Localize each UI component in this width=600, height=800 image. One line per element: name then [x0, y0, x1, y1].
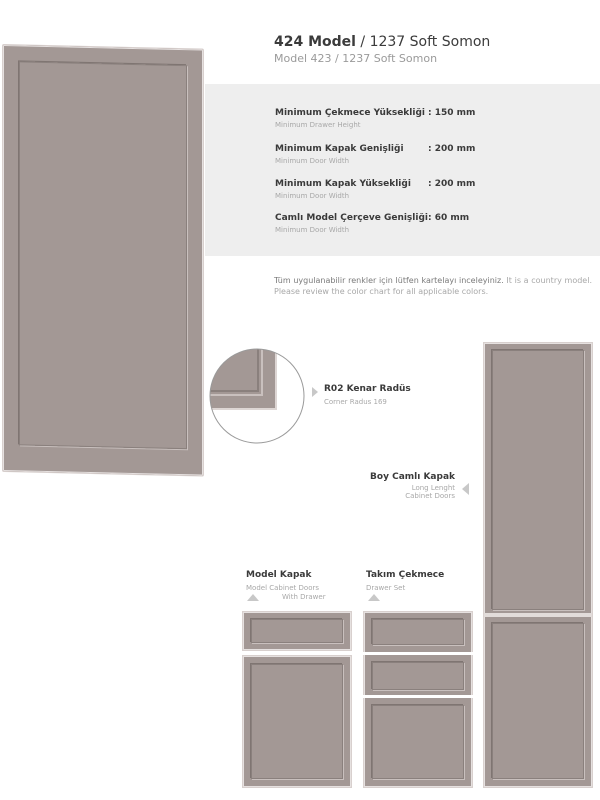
model-kapak-arrow-icon: [247, 594, 259, 601]
spec-value: : 60 mm: [428, 213, 470, 223]
cabinet-door-inset: [251, 664, 343, 779]
spec-label: Minimum Kapak Yüksekliği: [275, 179, 411, 189]
takim-cekmece-subtitle: Drawer Set: [366, 584, 406, 592]
model-cabinet-door: [242, 655, 352, 788]
drawer-front-inset: [251, 619, 343, 643]
spec-value: : 150 mm: [428, 108, 476, 118]
note-english: It is a country model. Please review the color chart for all applicable colors.: [274, 276, 592, 296]
color-chart-note: [274, 275, 592, 297]
spec-sublabel: Minimum Door Width: [275, 157, 350, 165]
tall-door-label: [370, 472, 455, 500]
spec-sublabel: Minimum Drawer Height: [275, 121, 361, 129]
page-subtitle: Model 423 / 1237 Soft Somon: [274, 52, 438, 65]
tall-door-subtitle: Cabinet Doors: [405, 492, 455, 500]
tall-door-subtitle: Long Lenght: [411, 484, 455, 492]
drawer-3-inset: [372, 705, 464, 779]
page-title: [274, 34, 490, 50]
tall-door-upper-inset: [492, 350, 584, 610]
drawer-gap: [360, 652, 476, 655]
takim-cekmece-title: Takım Çekmece: [366, 570, 445, 580]
drawer-gap: [360, 695, 476, 698]
note-turkish: Tüm uygulanabilir renkler için lütfen kartelayı inceleyiniz.: [274, 276, 504, 285]
drawer-set: [363, 611, 473, 788]
drawer-1-inset: [372, 619, 464, 645]
spec-item: [275, 179, 411, 200]
drawer-2-inset: [372, 662, 464, 690]
tall-door-title: Boy Camlı Kapak: [370, 472, 455, 482]
spec-label: Minimum Çekmece Yüksekliği: [275, 108, 425, 118]
tall-door-lower-inset: [492, 623, 584, 779]
radius-title: R02 Kenar Radüs: [324, 384, 411, 394]
spec-value: : 200 mm: [428, 179, 476, 189]
tall-cabinet-door: [483, 342, 593, 788]
spec-item: [275, 213, 428, 234]
takim-cekmece-arrow-icon: [368, 594, 380, 601]
model-kapak-subtitle: Model Cabinet Doors: [246, 584, 320, 592]
model-drawer-front: [242, 611, 352, 651]
spec-label: Camlı Model Çerçeve Genişliği: [275, 213, 428, 223]
main-door-panel: [2, 44, 204, 477]
tall-door-divider: [484, 613, 592, 617]
spec-sublabel: Minimum Door Width: [275, 192, 350, 200]
corner-radius-detail: [206, 345, 308, 447]
model-color: / 1237 Soft Somon: [355, 34, 491, 50]
spec-sublabel: Minimum Door Width: [275, 226, 350, 234]
model-kapak-subtitle: With Drawer: [282, 593, 326, 601]
spec-value: : 200 mm: [428, 144, 476, 154]
tall-door-arrow-icon: [462, 483, 469, 495]
spec-item: [275, 108, 425, 129]
spec-item: [275, 144, 404, 165]
spec-list: [275, 108, 595, 248]
spec-label: Minimum Kapak Genişliği: [275, 144, 404, 154]
radius-arrow-icon: [312, 387, 318, 397]
model-number: 424 Model: [274, 34, 356, 50]
radius-subtitle: Corner Radus 169: [324, 398, 387, 406]
model-kapak-title: Model Kapak: [246, 570, 312, 580]
main-door-inset: [19, 61, 187, 449]
